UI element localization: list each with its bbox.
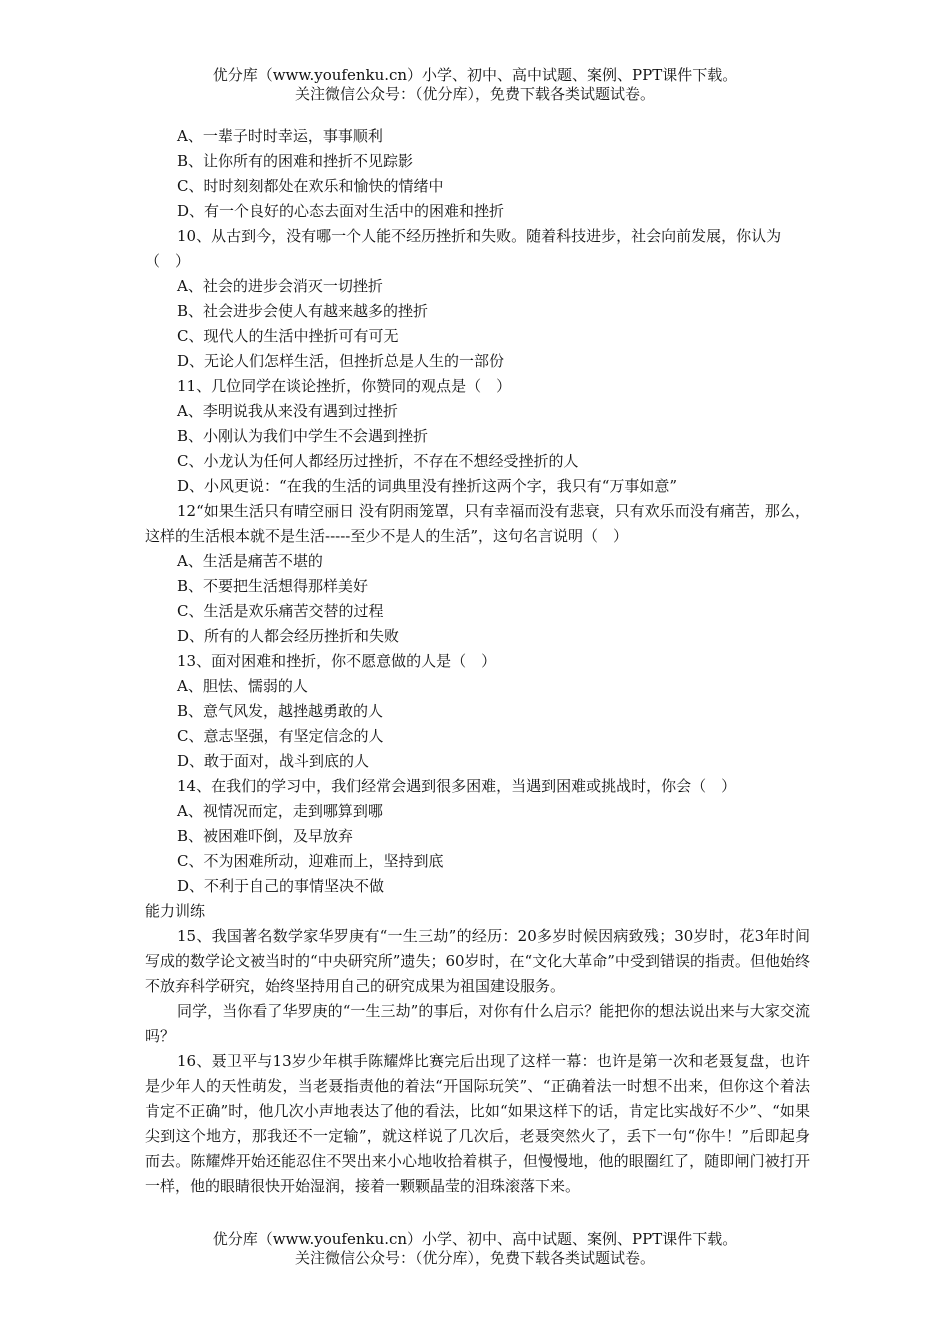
page-header — [0, 66, 950, 104]
q15-paragraph-2: 同学，当你看了华罗庚的“一生三劫”的事后，对你有什么启示？能把你的想法说出来与大家交流吗？ — [145, 1002, 810, 1045]
q10-option-d: D、无论人们怎样生活，但挫折总是人生的一部份 — [177, 352, 505, 370]
q13-option-c: C、意志坚强，有坚定信念的人 — [177, 727, 384, 745]
q11-option-a: A、李明说我从来没有遇到过挫折 — [177, 402, 398, 420]
q10-option-c: C、现代人的生活中挫折可有可无 — [177, 327, 399, 345]
q10-stem: 10、从古到今，没有哪一个人能不经历挫折和失败。随着科技进步，社会向前发展，你认为 （ ） — [145, 227, 917, 270]
header-line-2: 关注微信公众号：（优分库），免费下载各类试题试卷。 — [294, 85, 655, 103]
q12-option-a: A、生活是痛苦不堪的 — [177, 552, 323, 570]
q10-option-a: A、社会的进步会消灭一切挫折 — [177, 277, 383, 295]
footer-line-2: 关注微信公众号：（优分库），免费下载各类试题试卷。 — [294, 1249, 655, 1267]
q9-option-d: D、有一个良好的心态去面对生活中的困难和挫折 — [177, 202, 505, 220]
q13-option-b: B、意气风发，越挫越勇敢的人 — [177, 702, 384, 720]
q14-option-d: D、不利于自己的事情坚决不做 — [177, 877, 385, 895]
q10-option-b: B、社会进步会使人有越来越多的挫折 — [177, 302, 429, 320]
q12-option-d: D、所有的人都会经历挫折和失败 — [177, 627, 400, 645]
q11-option-b: B、小刚认为我们中学生不会遇到挫折 — [177, 427, 429, 445]
q13-option-a: A、胆怯、懦弱的人 — [177, 677, 308, 695]
q12-option-b: B、不要把生活想得那样美好 — [177, 577, 369, 595]
q11-option-c: C、小龙认为任何人都经历过挫折，不存在不想经受挫折的人 — [177, 452, 579, 470]
document-body — [145, 124, 917, 1199]
q11-stem: 11、几位同学在谈论挫折，你赞同的观点是（ ） — [177, 377, 512, 395]
q14-option-c: C、不为困难所动，迎难而上，坚持到底 — [177, 852, 444, 870]
section-title: 能力训练 — [145, 902, 206, 920]
q12-stem: 12“如果生活只有晴空丽日 没有阴雨笼罩，只有幸福而没有悲衰，只有欢乐而没有痛苦，那么，这样的生活根本就不是生活-----至少不是人的生活”，这句名言说明（ ） — [145, 502, 810, 545]
q14-option-a: A、视情况而定，走到哪算到哪 — [177, 802, 383, 820]
q14-option-b: B、被困难吓倒，及早放弃 — [177, 827, 354, 845]
footer-line-1: 优分库（www.youfenku.cn）小学、初中、高中试题、案例、PPT课件下载。 — [212, 1230, 738, 1248]
page-footer — [0, 1230, 950, 1268]
q9-option-b: B、让你所有的困难和挫折不见踪影 — [177, 152, 414, 170]
q12-option-c: C、生活是欢乐痛苦交替的过程 — [177, 602, 384, 620]
q9-option-c: C、时时刻刻都处在欢乐和愉快的情绪中 — [177, 177, 444, 195]
q15-paragraph-1: 15、我国著名数学家华罗庚有“一生三劫”的经历：20多岁时候因病致残；30岁时，花3年时间写成的数学论文被当时的“中央研究所”遗失；60岁时，在“文化大革命”中受到错误的指责。但他始终不放弃科学研究，始终坚持用自己的研究成果为祖国建设服务。 — [145, 927, 810, 995]
q9-option-a: A、一辈子时时幸运，事事顺利 — [177, 127, 383, 145]
q13-stem: 13、面对困难和挫折，你不愿意做的人是（ ） — [177, 652, 497, 670]
q13-option-d: D、敢于面对，战斗到底的人 — [177, 752, 370, 770]
header-line-1: 优分库（www.youfenku.cn）小学、初中、高中试题、案例、PPT课件下载。 — [212, 66, 738, 84]
q11-option-d: D、小风更说：“在我的生活的词典里没有挫折这两个字，我只有“万事如意” — [177, 477, 678, 495]
q14-stem: 14、在我们的学习中，我们经常会遇到很多困难，当遇到困难或挑战时，你会（ ） — [177, 777, 737, 795]
q16-paragraph-1: 16、聂卫平与13岁少年棋手陈耀烨比赛完后出现了这样一幕：也许是第一次和老聂复盘，也许是少年人的天性萌发，当老聂指责他的着法“开国际玩笑”、“正确着法一时想不出来，但你这个着法肯定不正确”时，他几次小声地表达了他的看法，比如“如果这样下的话，肯定比实战好不少”、“如果尖到这个地方，那我还不一定输”，就这样说了几次后，老聂突然火了，丢下一句“你牛！”后即起身而去。陈耀烨开始还能忍住不哭出来小心地收拾着棋子，但慢慢地，他的眼圈红了，随即闸门被打开一样，他的眼睛很快开始湿润，接着一颗颗晶莹的泪珠滚落下来。 — [145, 1052, 810, 1195]
